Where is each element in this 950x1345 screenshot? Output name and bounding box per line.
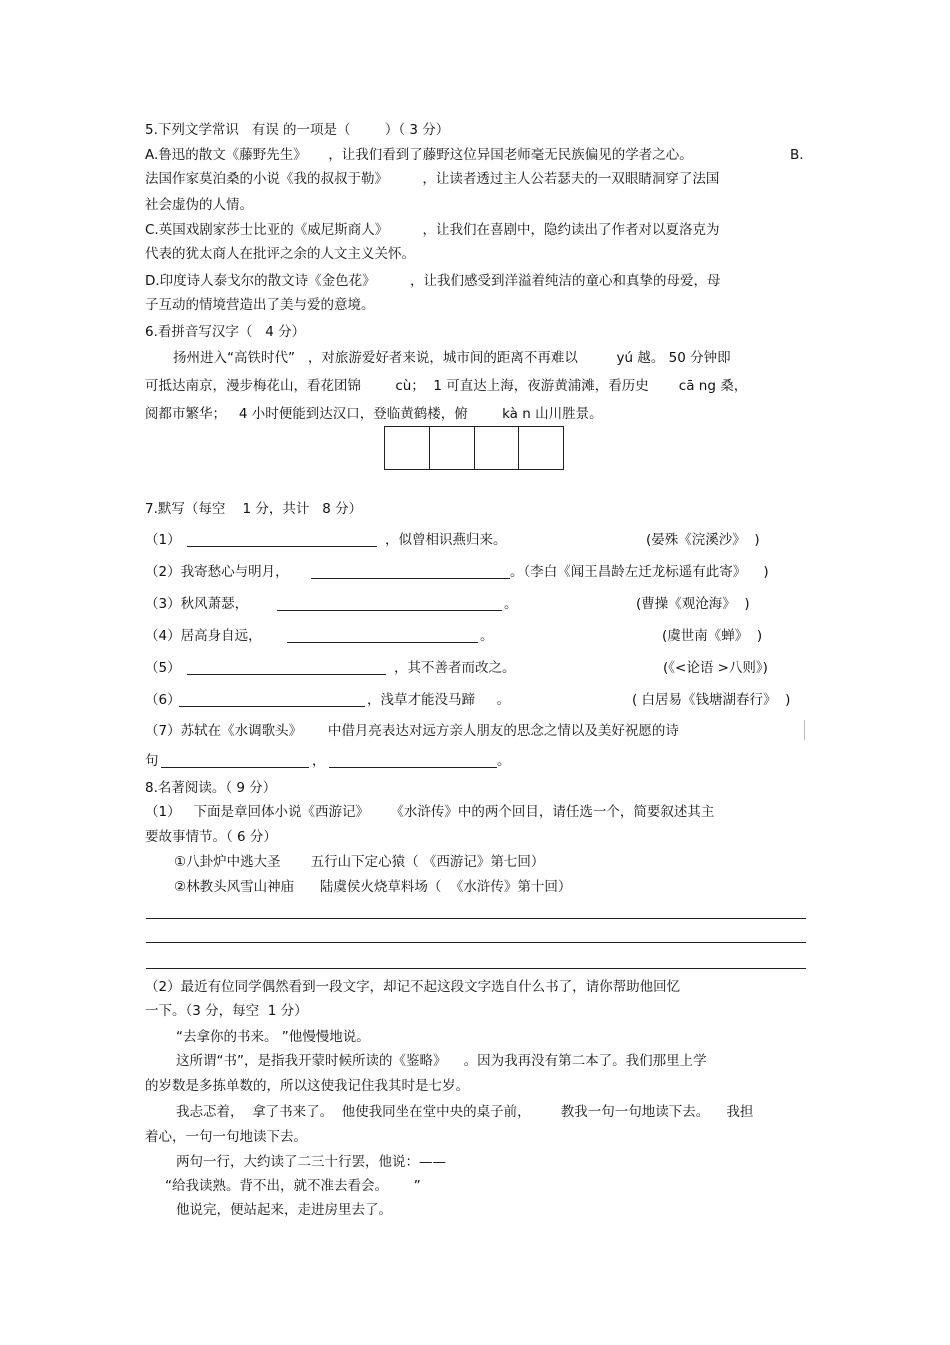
passage-line-3b: 着心，一句一句地读下去。 [145, 1129, 307, 1145]
q6-passage-line3: 阅都市繁华； 4 小时便能到达汉口，登临黄鹤楼，俯 kà n 山川胜景。 [145, 406, 603, 422]
q7-line7-end: 。 [497, 753, 511, 769]
q8-sub1-line2: 要故事情节。（ 6 分） [145, 829, 277, 845]
q7-line5-label: （5） [145, 660, 181, 676]
passage-line-5: “给我读熟。背不出，就不准去看会。 ” [165, 1178, 421, 1194]
q7-line5-text: ，其不善者而改之。 [394, 660, 516, 676]
q7-line4-text: 。 [480, 628, 494, 644]
answer-box-grid [384, 426, 564, 470]
q7-blank-6[interactable] [179, 706, 365, 707]
q7-line7-lead: 句 [145, 753, 159, 769]
q5-option-d-line1: D.印度诗人泰戈尔的散文诗《金色花》 ，让我们感受到洋溢着纯洁的童心和真挚的母爱，母 [145, 273, 721, 289]
q6-passage-line1: 扬州进入“高铁时代” ，对旅游爱好者来说，城市间的距离不再难以 yú 越。 50 分钟即 [173, 350, 731, 366]
passage-line-4: 两句一行，大约读了二三十行罢，他说：—— [176, 1154, 446, 1170]
passage-line-1: “去拿你的书来。 ”他慢慢地说。 [176, 1029, 370, 1045]
answer-box-4[interactable] [519, 427, 563, 469]
q7-line2-source: 。（李白《闻王昌龄左迁龙标遥有此寄》 ) [510, 564, 769, 580]
q7-blank-5[interactable] [187, 674, 386, 675]
q7-line7-comma: ， [312, 753, 326, 769]
passage-line-2a: 这所谓“书”，是指我开蒙时候所读的《鉴略》 。因为我再没有第二本了。我们那里上学 [176, 1053, 707, 1069]
q7-line6-label: （6） [145, 692, 181, 708]
q7-blank-3[interactable] [277, 610, 502, 611]
q5-option-c-line2: 代表的犹太商人在批评之余的人文主义关怀。 [145, 246, 415, 262]
q7-line6-source: ( 白居易《钱塘湖春行》 ) [632, 692, 791, 708]
q7-line3-text: 。 [504, 596, 518, 612]
q7-line1-label: （1） [145, 532, 181, 548]
q5-option-a: A.鲁迅的散文《藤野先生》 ，让我们看到了藤野这位异国老师毫无民族偏见的学者之心。 [145, 147, 693, 163]
q7-title: 7.默写（每空 1 分，共计 8 分） [145, 501, 363, 517]
q7-line2-label: （2）我寄愁心与明月， [145, 564, 289, 580]
q6-passage-line2: 可抵达南京，漫步梅花山，看花团锦 cù； 1 可直达上海，夜游黄浦滩，看历史 cā ng 桑， [145, 378, 748, 394]
answer-line-3[interactable] [146, 968, 806, 969]
q7-line4-source: (虞世南《蝉》 ) [662, 628, 763, 644]
answer-box-2[interactable] [430, 427, 475, 469]
q5-title: 5.下列文学常识 有误 的一项是（ ）（ 3 分） [145, 122, 450, 138]
passage-line-2b: 的岁数是多拣单数的，所以这使我记住我其时是七岁。 [145, 1078, 469, 1094]
q6-title: 6.看拼音写汉字（ 4 分） [145, 324, 306, 340]
q7-line1-source: (晏殊《浣溪沙》 ) [646, 532, 760, 548]
q7-blank-2[interactable] [311, 578, 510, 579]
q7-blank-4[interactable] [287, 642, 478, 643]
q5-option-b-line2: 社会虚伪的人情。 [145, 197, 253, 213]
q7-line6-text: ，浅草才能没马蹄 。 [367, 692, 510, 708]
q7-blank-8[interactable] [329, 767, 497, 768]
margin-mark [804, 720, 805, 740]
q7-line1-text: ，似曾相识燕归来。 [385, 532, 507, 548]
q7-blank-7[interactable] [161, 767, 309, 768]
q7-line4-label: （4）居高身自远， [145, 628, 262, 644]
q5-option-c-line1: C.英国戏剧家莎士比亚的《威尼斯商人》 ，让我们在喜剧中，隐约读出了作者对以夏洛克为 [145, 222, 720, 238]
passage-line-3a: 我忐忑着， 拿了书来了。 他使我同坐在堂中央的桌子前， 教我一句一句地读下去。 我担 [176, 1104, 754, 1120]
q7-blank-1[interactable] [187, 546, 377, 547]
q5-option-d-line2: 子互动的情境营造出了美与爱的意境。 [145, 297, 375, 313]
q5-option-b-line1: 法国作家莫泊桑的小说《我的叔叔于勒》 ，让读者透过主人公若瑟夫的一双眼睛洞穿了法国 [145, 171, 720, 187]
q8-title: 8.名著阅读。（ 9 分） [145, 780, 277, 796]
q8-option-xiyouji: ①八卦炉中逃大圣 五行山下定心猿（ 《西游记》第七回） [174, 854, 545, 870]
q8-sub1-line1: （1） 下面是章回体小说《西游记》 《水浒传》中的两个回目，请任选一个，简要叙述其主 [145, 804, 715, 820]
q8-option-shuihuzhuan: ②林教头风雪山神庙 陆虞侯火烧草料场（ 《水浒传》第十回） [174, 879, 572, 895]
answer-box-1[interactable] [385, 427, 430, 469]
q7-line7-text: （7）苏轼在《水调歌头》 中借月亮表达对远方亲人朋友的思念之情以及美好祝愿的诗 [145, 723, 679, 739]
q8-sub2-line2: 一下。（3 分，每空 1 分） [145, 1003, 308, 1019]
q7-line5-source: (《<论语 >八则》) [663, 660, 768, 676]
answer-line-2[interactable] [146, 942, 806, 943]
q7-line3-label: （3）秋风萧瑟， [145, 596, 249, 612]
answer-box-3[interactable] [475, 427, 520, 469]
q7-line3-source: (曹操《观沧海》 ) [636, 596, 750, 612]
q5-option-b-marker: B. [790, 147, 804, 163]
passage-line-6: 他说完，便站起来，走进房里去了。 [176, 1202, 392, 1218]
q8-sub2-line1: （2）最近有位同学偶然看到一段文字，却记不起这段文字选自什么书了，请你帮助他回忆 [145, 979, 681, 995]
answer-line-1[interactable] [146, 918, 806, 919]
